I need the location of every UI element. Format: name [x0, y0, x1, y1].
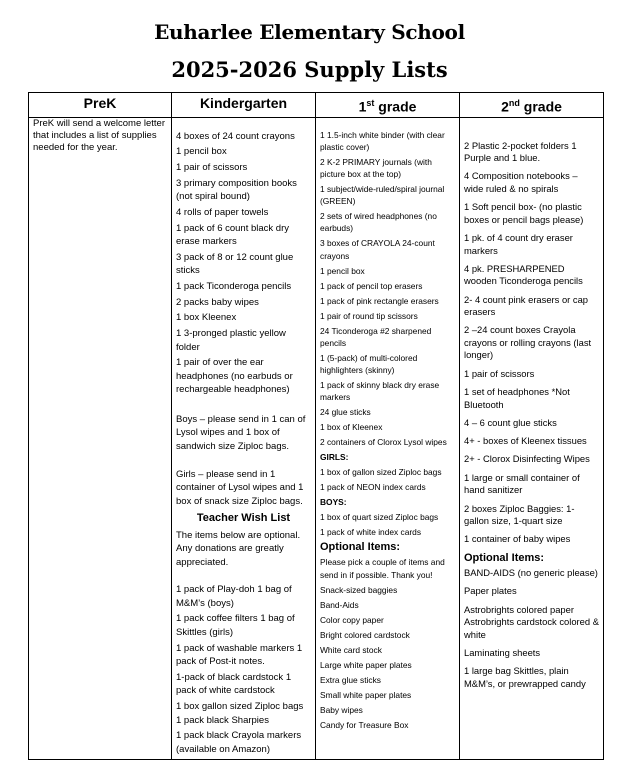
- list-item: 4 Composition notebooks – wide ruled & no spirals: [464, 170, 578, 194]
- list-item: 1 set of headphones *Not Bluetooth: [464, 386, 570, 410]
- teacher-wish-list-title: Teacher Wish List: [196, 512, 291, 525]
- list-item: Laminating sheets: [464, 647, 541, 658]
- list-item: 2 containers of Clorox Lysol wipes: [320, 437, 447, 448]
- list-item: 1 pack of white index cards: [320, 527, 422, 538]
- list-item: 3 boxes of CRAYOLA 24-count crayons: [320, 238, 435, 261]
- list-item: 1 pack of pink rectangle erasers: [320, 295, 439, 306]
- list-item: 1 box of quart sized Ziploc bags: [320, 512, 439, 523]
- first-grade-boys-list: [320, 511, 455, 538]
- teacher-wish-list: [176, 583, 311, 756]
- list-item: 2+ - Clorox Disinfecting Wipes: [464, 453, 590, 465]
- list-item: 2 boxes Ziploc Baggies: 1- gallon size, 1-quart size: [464, 502, 575, 527]
- list-item: BAND-AIDS (no generic please): [464, 567, 598, 579]
- list-item: 1 pencil box: [320, 265, 365, 276]
- list-item: Small white paper plates: [320, 689, 412, 700]
- first-grade-boys-label: BOYS:: [320, 497, 347, 508]
- list-item: 4+ - boxes of Kleenex tissues: [464, 435, 587, 447]
- list-item: 1 box Kleenex: [176, 312, 237, 324]
- list-item: 1 box of gallon sized Ziploc bags: [320, 467, 442, 478]
- list-item: Large white paper plates: [320, 659, 412, 670]
- kindergarten-girls-note: Girls – please send in 1 container of Lysol wipes and 1 box of snack size Ziploc bags.: [176, 468, 304, 507]
- teacher-wish-list-intro: The items below are optional. Any donations are greatly appreciated.: [176, 529, 301, 568]
- school-name: Euharlee Elementary School: [154, 20, 465, 44]
- list-item: 4 boxes of 24 count crayons: [176, 130, 295, 142]
- list-item: 1 pack black Crayola markers (available on Amazon): [176, 730, 302, 755]
- list-item: 1 pencil box: [176, 146, 227, 158]
- first-grade-optional-list: [320, 584, 455, 731]
- list-item: 24 Ticonderoga #2 sharpened pencils: [320, 325, 432, 348]
- list-item: 1 pack Ticonderoga pencils: [176, 280, 292, 292]
- list-item: Baby wipes: [320, 704, 363, 715]
- list-item: 2 packs baby wipes: [176, 296, 259, 308]
- second-grade-header: 2nd grade: [460, 93, 604, 118]
- list-item: 1 pair of scissors: [176, 162, 248, 174]
- second-grade-optional-title: Optional Items:: [464, 551, 545, 564]
- list-item: 1 pack of skinny black dry erase markers: [320, 380, 440, 403]
- list-item: White card stock: [320, 644, 382, 655]
- list-item: 2- 4 count pink erasers or cap erasers: [464, 293, 589, 318]
- kindergarten-boys-note: Boys – please send in 1 can of Lysol wipes and 1 box of sandwich size Ziploc bags.: [176, 413, 306, 452]
- list-item: 1 (5-pack) of multi-colored highlighters (skinny): [320, 352, 418, 376]
- list-item: 1 pack of 6 count black dry erase markers: [176, 222, 290, 248]
- list-item: Candy for Treasure Box: [320, 719, 409, 730]
- list-item: 1 box of Kleenex: [320, 422, 383, 433]
- list-item: 1 3-pronged plastic yellow folder: [176, 328, 286, 353]
- list-item: Extra glue sticks: [320, 674, 381, 685]
- list-item: 24 glue sticks: [320, 407, 371, 418]
- list-item: 1 box gallon sized Ziploc bags 1 pack black Sharpies: [176, 701, 304, 726]
- prek-header: PreK: [29, 93, 172, 118]
- list-item: 1 pair of over the ear headphones (no earbuds or rechargeable headphones): [176, 357, 293, 396]
- list-item: 1 pack of Play-doh 1 bag of M&M’s (boys): [176, 584, 292, 609]
- list-item: 3 primary composition books (not spiral bound): [176, 177, 297, 203]
- first-grade-girls-list: [320, 466, 455, 493]
- prek-note: PreK will send a welcome letter that includes a list of supplies needed for the year.: [33, 117, 165, 153]
- first-grade-optional-intro: Please pick a couple of items and send in if possible. Thank you!: [320, 557, 445, 580]
- list-item: Color copy paper: [320, 614, 384, 625]
- first-grade-optional-title: Optional Items:: [320, 541, 401, 554]
- list-item: Paper plates: [464, 585, 517, 597]
- first-grade-column: [316, 117, 460, 759]
- list-item: 1 Soft pencil box- (no plastic boxes or pencil bags please): [464, 201, 584, 225]
- page-title: 2025-2026 Supply Lists: [171, 57, 448, 82]
- kindergarten-header: Kindergarten: [172, 93, 316, 118]
- list-item: 1-pack of black cardstock 1 pack of white cardstock: [176, 671, 292, 697]
- list-item: Snack-sized baggies: [320, 584, 398, 595]
- list-item: Band-Aids: [320, 599, 359, 610]
- list-item: 1 large or small container of hand sanitizer: [464, 471, 580, 496]
- first-grade-list: [320, 129, 455, 449]
- second-grade-optional-list: [464, 567, 599, 690]
- list-item: 1 pair of scissors: [464, 367, 535, 379]
- list-item: 1 container of baby wipes: [464, 533, 571, 545]
- list-item: Bright colored cardstock: [320, 629, 410, 640]
- list-item: 1 1.5-inch white binder (with clear plastic cover): [320, 129, 445, 152]
- list-item: 1 pack of pencil top erasers: [320, 280, 423, 291]
- list-item: 1 subject/wide-ruled/spiral journal (GREEN): [320, 184, 445, 207]
- list-item: 4 rolls of paper towels: [176, 206, 269, 218]
- second-grade-column: [460, 117, 604, 759]
- list-item: 1 pack coffee filters 1 bag of Skittles (girls): [176, 613, 295, 638]
- supply-table: [28, 92, 604, 760]
- list-item: 4 pk. PRESHARPENED wooden Ticonderoga pencils: [464, 262, 583, 287]
- list-item: 1 pair of round tip scissors: [320, 310, 418, 321]
- list-item: 3 pack of 8 or 12 count glue sticks: [176, 251, 294, 277]
- list-item: 2 Plastic 2-pocket folders 1 Purple and 1 blue.: [464, 139, 577, 164]
- first-grade-girls-label: GIRLS:: [320, 452, 349, 463]
- list-item: 2 K-2 PRIMARY journals (with picture box at the top): [320, 156, 432, 180]
- list-item: 1 pk. of 4 count dry eraser markers: [464, 232, 573, 256]
- list-item: 2 sets of wired headphones (no earbuds): [320, 211, 437, 234]
- list-item: Astrobrights colored paper Astrobrights cardstock colored & white: [464, 603, 599, 640]
- list-item: 1 pack of NEON index cards: [320, 482, 426, 493]
- list-item: 1 pack of washable markers 1 pack of Post-it notes.: [176, 642, 303, 668]
- second-grade-list: [464, 140, 599, 546]
- first-grade-header: 1st grade: [316, 93, 460, 118]
- kindergarten-list: [176, 130, 311, 397]
- list-item: 2 –24 count boxes Crayola crayons or rolling crayons (last longer): [464, 324, 592, 361]
- kindergarten-column: [172, 117, 316, 759]
- list-item: 4 – 6 count glue sticks: [464, 416, 557, 428]
- prek-column: [29, 117, 172, 759]
- list-item: 1 large bag Skittles, plain M&M’s, or prewrapped candy: [464, 665, 586, 689]
